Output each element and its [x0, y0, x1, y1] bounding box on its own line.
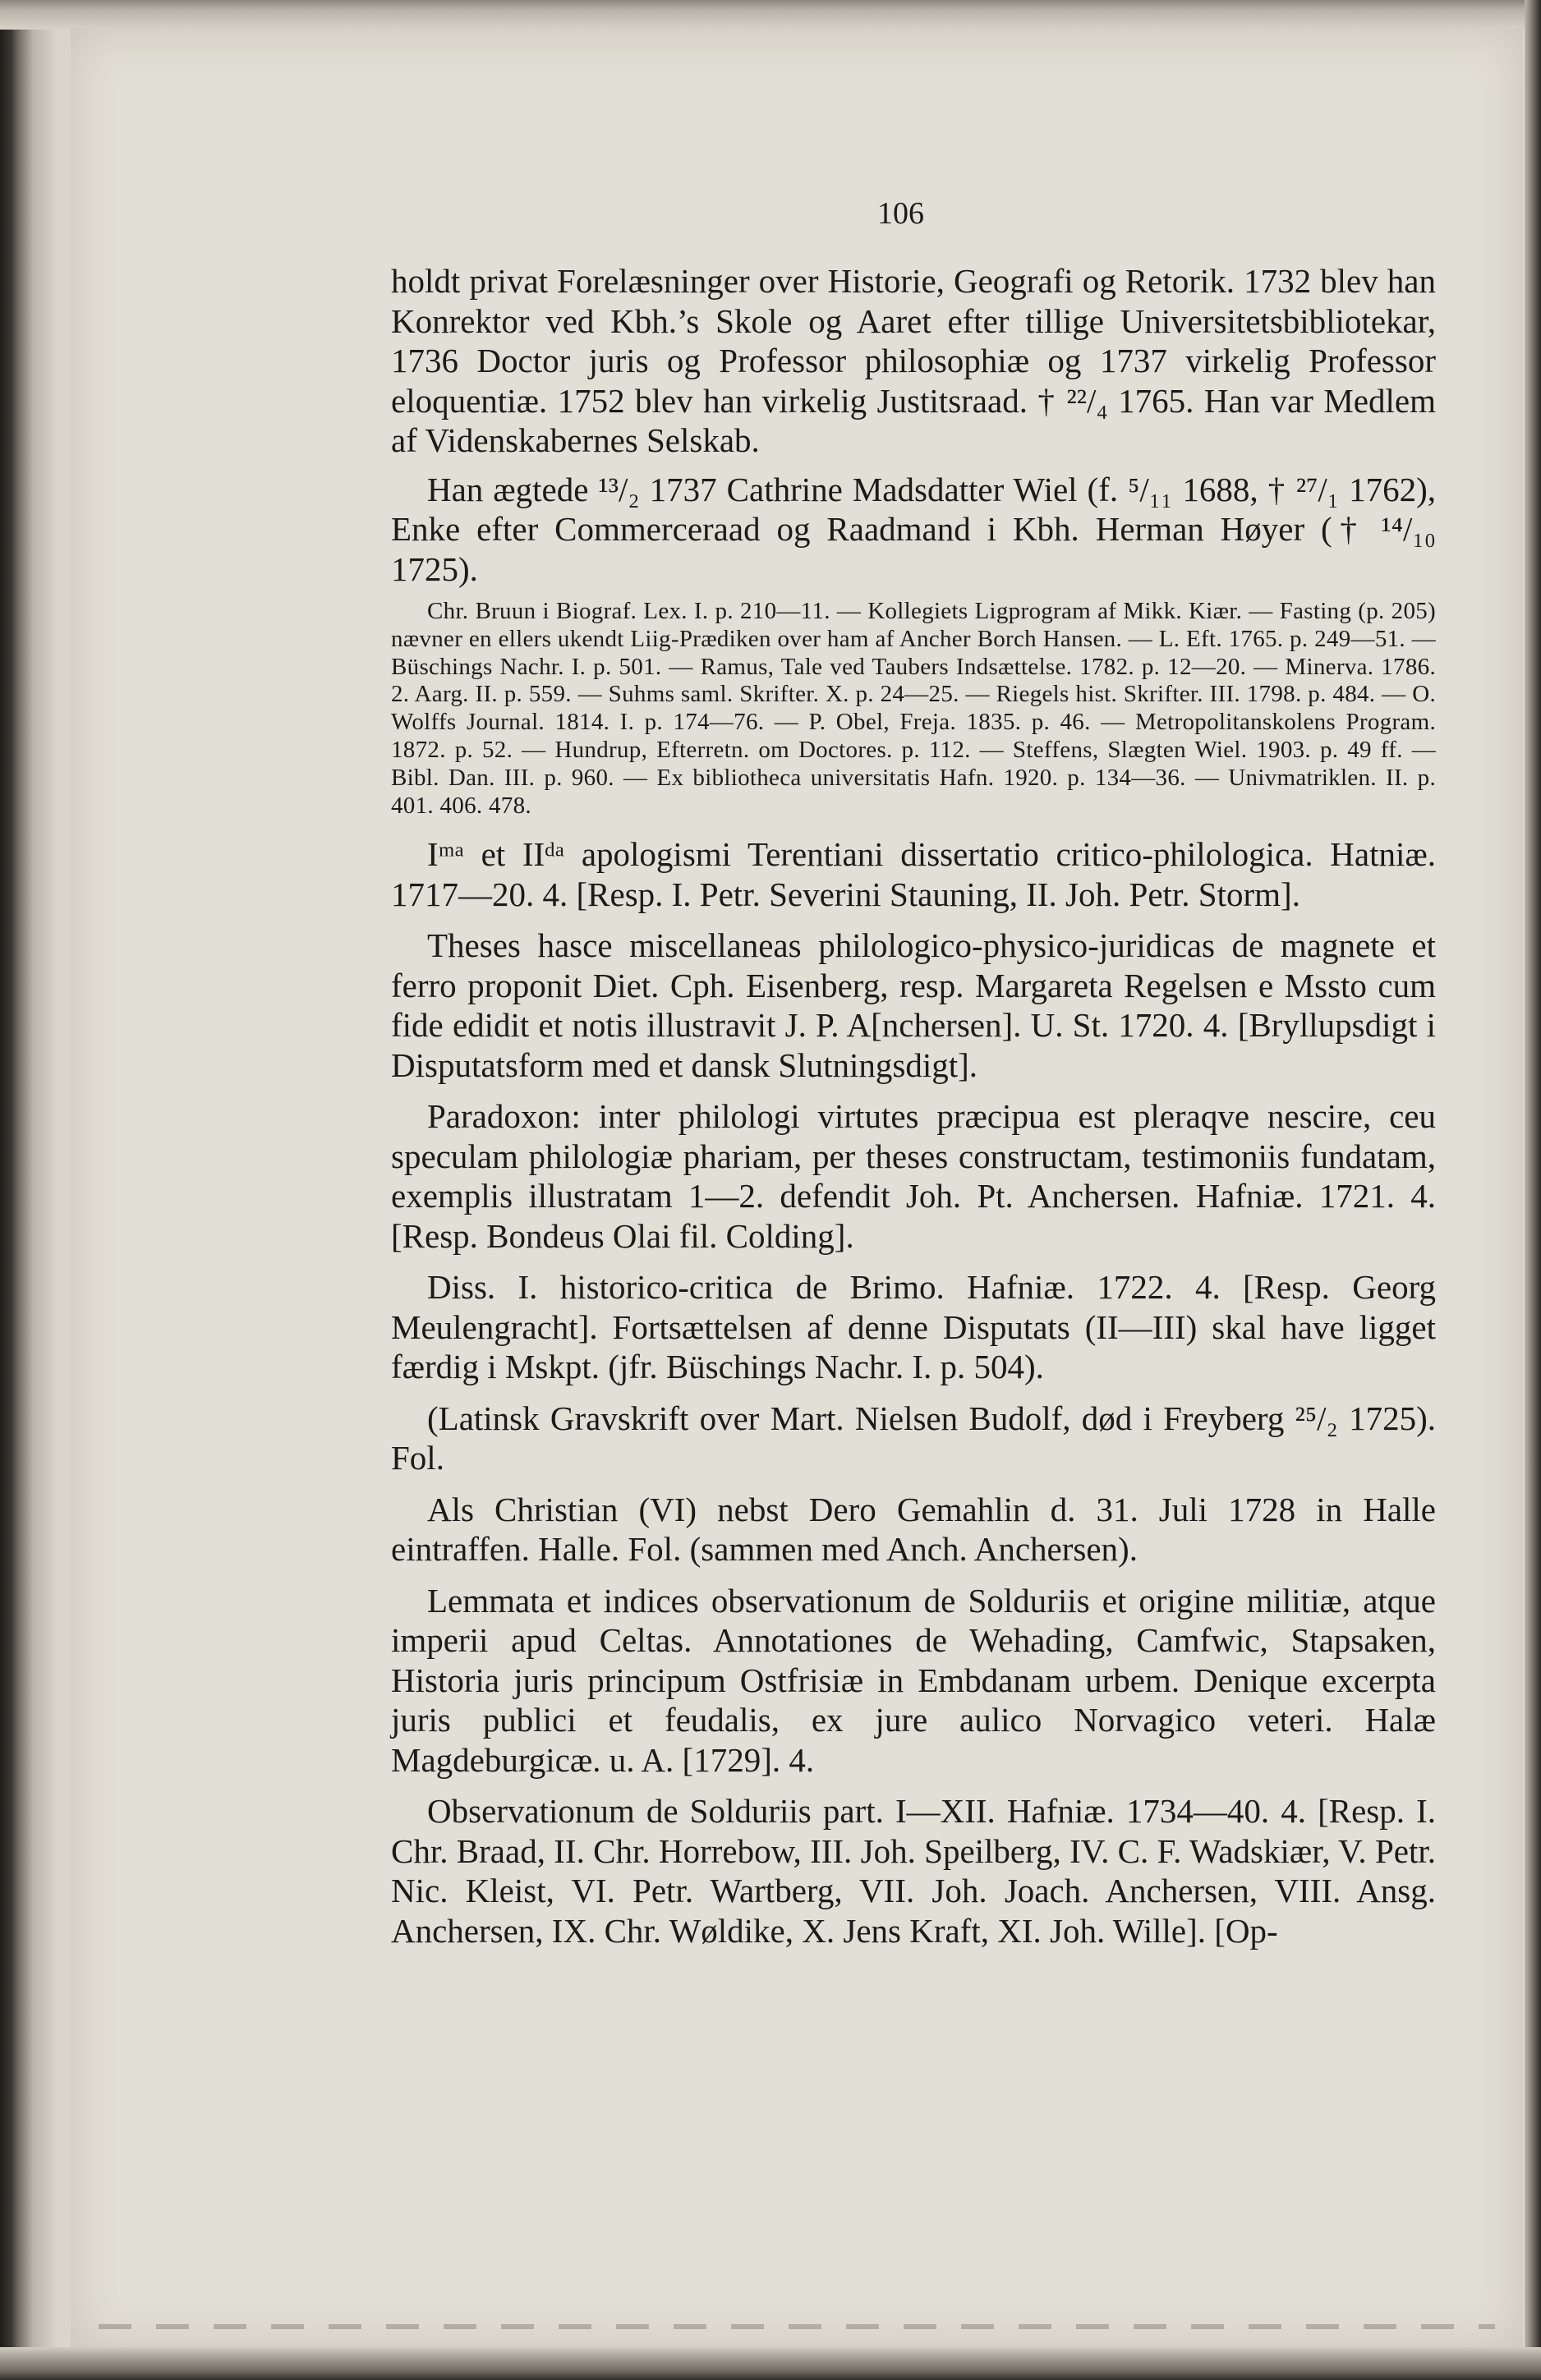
- references-paragraph: Chr. Bruun i Biograf. Lex. I. p. 210—11. — Kollegiets Ligprogram af Mikk. Kiær. — Fasting (p. 205) nævner en ellers ukendt Liig-Prædiken over ham af Ancher Borch Hansen. — L. Eft. 1765. p. 249—51. — Büschings Nachr. I. p. 501. — Ramus, Tale ved Taubers Indsættelse. 1782. p. 12—20. — Minerva. 1786. 2. Aarg. II. p. 559. — Suhms saml. Skrifter. X. p. 24—25. — Riegels hist. Skrifter. III. 1798. p. 484. — O. Wolffs Journal. 1814. I. p. 174—76. — P. Obel, Freja. 1835. p. 46. — Metropolitanskolens Program. 1872. p. 52. — Hundrup, Efterretn. om Doctores. p. 112. — Steffens, Slægten Wiel. 1903. p. 49 ff. — Bibl. Dan. III. p. 960. — Ex bibliotheca universitatis Hafn. 1920. p. 134—36. — Univmatriklen. II. p. 401. 406. 478.: [391, 598, 1436, 819]
- marriage-paragraph: Han ægtede ¹³/₂ 1737 Cathrine Madsdatter Wiel (f. ⁵/₁₁ 1688, † ²⁷/₁ 1762), Enke efter Commerceraad og Raadmand i Kbh. Herman Høyer († ¹⁴/₁₀ 1725).: [391, 470, 1436, 588]
- bibliography-entry: (Latinsk Gravskrift over Mart. Nielsen Budolf, død i Freyberg ²⁵/₂ 1725). Fol.: [391, 1399, 1436, 1477]
- page-number: 106: [877, 196, 924, 231]
- bibliography-entry: Theses hasce miscellaneas philologico-physico-juridicas de magnete et ferro proponit Diet. Cph. Eisenberg, resp. Margareta Regelsen e Mssto cum fide edidit et notis illustravit J. P. A[nchersen]. U. St. 1720. 4. [Bryllupsdigt i Disputatsform med et dansk Slutningsdigt].: [391, 926, 1436, 1084]
- top-page-edge: [0, 0, 1541, 30]
- bottom-page-edge: [0, 2347, 1541, 2380]
- bibliography-entry: Observationum de Solduriis part. I—XII. Hafniæ. 1734—40. 4. [Resp. I. Chr. Braad, II. Chr. Horrebow, III. Joh. Speilberg, IV. C. F. Wadskiær, V. Petr. Nic. Kleist, VI. Petr. Wartberg, VII. Joh. Joach. Anchersen, VIII. Ansg. Anchersen, IX. Chr. Wøldike, X. Jens Kraft, XI. Joh. Wille]. [Op-: [391, 1792, 1436, 1950]
- bibliography-entry: Iᵐᵃ et IIᵈᵃ apologismi Terentiani dissertatio critico-philologica. Hatniæ. 1717—20. 4. [Resp. I. Petr. Severini Stauning, II. Joh. Petr. Storm].: [391, 835, 1436, 913]
- bottom-scuff-marks: [99, 2324, 1495, 2329]
- page-text: [391, 261, 1436, 1962]
- bibliography-entry: Paradoxon: inter philologi virtutes præcipua est pleraqve nescire, ceu speculam philologiæ phariam, per theses constructam, testimoniis fundatam, exemplis illustratam 1—2. defendit Joh. Pt. Anchersen. Hafniæ. 1721. 4. [Resp. Bondeus Olai fil. Colding].: [391, 1097, 1436, 1255]
- bibliography-entry: Als Christian (VI) nebst Dero Gemahlin d. 31. Juli 1728 in Halle eintraffen. Halle. Fol. (sammen med Anch. Anchersen).: [391, 1490, 1436, 1569]
- bibliography-entry: Diss. I. historico-critica de Brimo. Hafniæ. 1722. 4. [Resp. Georg Meulengracht]. Fortsættelsen af denne Disputats (II—III) skal have ligget færdig i Mskpt. (jfr. Büschings Nachr. I. p. 504).: [391, 1268, 1436, 1386]
- bibliography-entry: Lemmata et indices observationum de Solduriis et origine militiæ, atque imperii apud Celtas. Annotationes de Wehading, Camfwic, Stapsaken, Historia juris principum Ostfrisiæ in Embdanam urbem. Denique excerpta juris publici et feudalis, ex jure aulico Norvagico veteri. Halæ Magdeburgicæ. u. A. [1729]. 4.: [391, 1581, 1436, 1779]
- biography-paragraph: holdt privat Forelæsninger over Historie, Geografi og Retorik. 1732 blev han Konrektor ved Kbh.’s Skole og Aaret efter tillige Universitetsbibliotekar, 1736 Doctor juris og Professor philosophiæ og 1737 virkelig Professor eloquentiæ. 1752 blev han virkelig Justitsraad. † ²²/₄ 1765. Han var Medlem af Videnskabernes Selskab.: [391, 262, 1436, 459]
- right-page-edge: [1525, 0, 1541, 2380]
